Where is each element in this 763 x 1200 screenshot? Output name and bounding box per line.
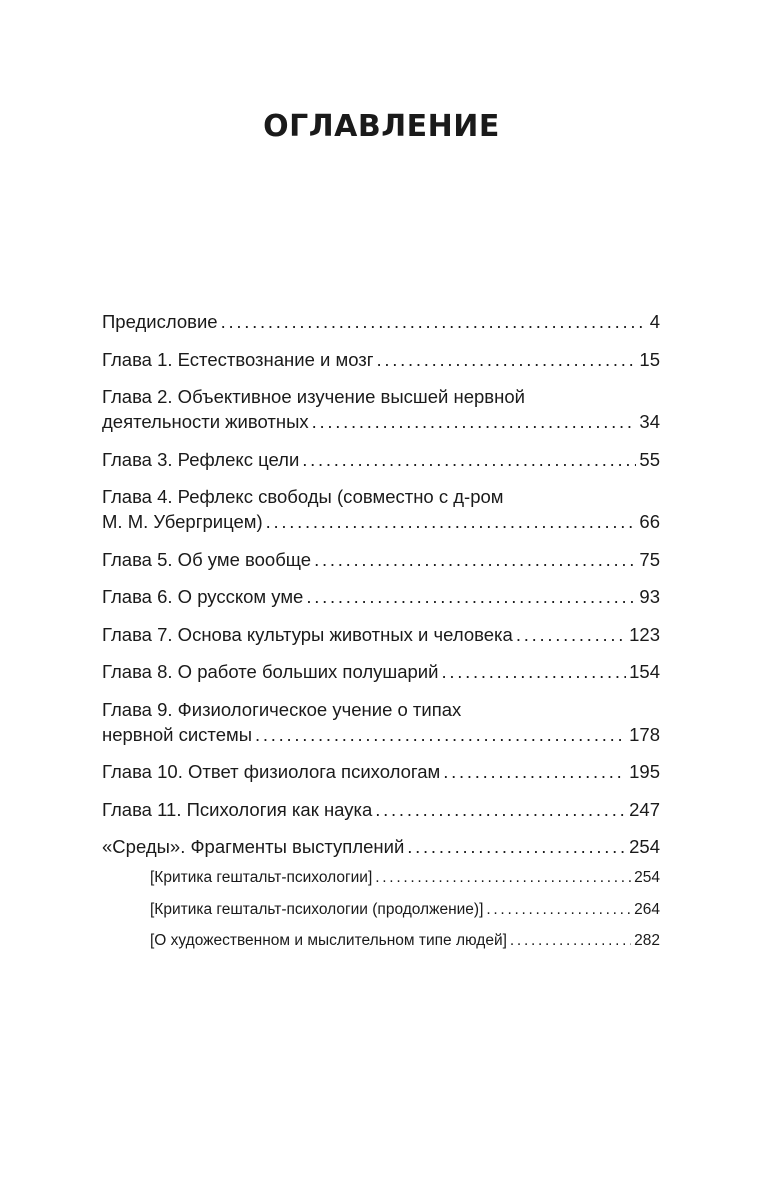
toc-entry-chapter-2[interactable] [102,384,660,434]
toc-page-number: 34 [639,411,660,432]
toc-entry-chapter-6[interactable] [102,584,660,609]
dot-leader [443,759,626,784]
toc-entry-title: Глава 10. Ответ физиолога психологам [102,761,441,782]
dot-leader [221,309,647,334]
toc-entry-title: Глава 6. О русском уме [102,586,304,607]
toc-page-number: 282 [634,932,660,949]
toc-page-number: 123 [629,623,660,645]
toc-entry-title: Глава 5. Об уме вообще [102,548,312,570]
toc-page-number: 247 [629,798,660,820]
toc-entry-title: Глава 1. Естествознание и мозг [102,348,374,370]
toc-entry-title: Предисловие [102,311,218,332]
dot-leader [486,900,631,920]
dot-leader [266,509,637,534]
page-title: ОГЛАВЛЕНИЕ [263,109,500,144]
table-of-contents [102,309,660,951]
toc-entry-wednesdays[interactable] [102,834,660,859]
toc-subentry-artistic-thinking-types[interactable] [150,931,660,951]
dot-leader [516,622,626,647]
toc-entry-chapter-1[interactable] [102,347,660,372]
toc-entry-chapter-10[interactable] [102,759,660,784]
toc-entry-title: «Среды». Фрагменты выступлений [102,836,405,857]
dot-leader [302,447,636,472]
toc-entry-title: Глава 11. Психология как наука [102,798,373,820]
toc-entry-chapter-11[interactable] [102,797,660,822]
toc-entry-title: Глава 3. Рефлекс цели [102,448,300,470]
dot-leader [375,797,626,822]
toc-subentry-gestalt-critique[interactable] [150,868,660,888]
toc-entry-title-line-1: Глава 9. Физиологическое учение о типах [102,698,462,720]
toc-page-number: 55 [639,448,660,470]
toc-page-number: 195 [629,761,660,782]
toc-entry-chapter-5[interactable] [102,547,660,572]
dot-leader [441,659,626,684]
dot-leader [375,868,631,888]
dot-leader [255,722,626,747]
toc-page-number: 178 [629,723,660,745]
toc-entry-chapter-7[interactable] [102,622,660,647]
toc-page-number: 4 [649,311,660,332]
toc-page-number: 254 [629,836,660,857]
toc-page-number: 66 [639,511,660,532]
dot-leader [312,409,637,434]
toc-entry-title-line-2: деятельности животных [102,411,309,432]
dot-leader [407,834,626,859]
toc-page-number: 264 [634,900,660,918]
toc-subentry-title: [Критика гештальт-психологии] [150,869,373,886]
dot-leader [510,931,631,951]
toc-entry-title: Глава 7. Основа культуры животных и человека [102,623,513,645]
toc-subentry-gestalt-critique-cont[interactable] [150,900,660,920]
toc-entry-title-line-1: Глава 2. Объективное изучение высшей нервной [102,386,525,407]
toc-entry-title-line-2: М. М. Убергрицем) [102,511,263,532]
toc-page-number: 254 [634,869,660,886]
toc-page-number: 15 [639,348,660,370]
toc-entry-chapter-4[interactable] [102,484,660,534]
toc-entry-title: Глава 8. О работе больших полушарий [102,661,439,682]
toc-entry-preface[interactable] [102,309,660,334]
toc-subentry-title: [Критика гештальт-психологии (продолжение)] [150,900,484,918]
toc-entry-title-line-2: нервной системы [102,723,253,745]
dot-leader [314,547,636,572]
dot-leader [377,347,637,372]
toc-entry-chapter-3[interactable] [102,447,660,472]
toc-page-number: 93 [639,586,660,607]
toc-entry-title-line-1: Глава 4. Рефлекс свободы (совместно с д-ром [102,486,504,507]
toc-subentry-title: [О художественном и мыслительном типе людей] [150,932,507,949]
dot-leader [306,584,636,609]
toc-page-number: 75 [639,548,660,570]
toc-page-number: 154 [629,661,660,682]
toc-entry-chapter-8[interactable] [102,659,660,684]
toc-entry-chapter-9[interactable] [102,697,660,747]
